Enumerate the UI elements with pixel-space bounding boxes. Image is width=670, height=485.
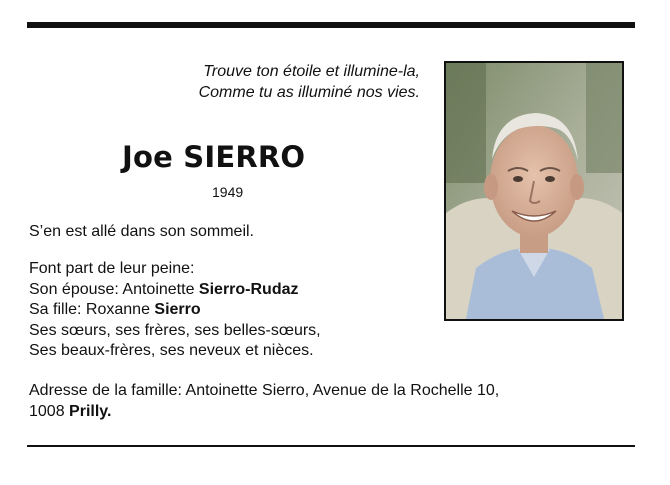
quote-line-1: Trouve ton étoile et illumine-la, <box>203 63 420 80</box>
deceased-name: Joe SIERRO <box>122 140 306 174</box>
spouse-prefix: Son épouse: Antoinette <box>29 280 199 298</box>
inlaws-line: Ses beaux-frères, ses neveux et nièces. <box>29 342 314 359</box>
mourners-intro: Font part de leur peine: <box>29 260 195 277</box>
family-address <box>29 381 589 422</box>
spouse-surname: Sierro-Rudaz <box>198 280 299 298</box>
address-city: Prilly. <box>69 402 112 420</box>
bottom-rule <box>27 445 635 447</box>
address-line-2 <box>29 402 589 423</box>
daughter-prefix: Sa fille: Roxanne <box>29 301 155 318</box>
birth-year: 1949 <box>212 184 244 200</box>
epitaph-quote <box>140 61 420 103</box>
quote-line-2: Comme tu as illuminé nos vies. <box>198 84 420 101</box>
daughter-surname: Sierro <box>154 301 201 318</box>
portrait-illustration <box>446 63 622 319</box>
address-zip: 1008 <box>29 402 70 420</box>
siblings-line: Ses sœurs, ses frères, ses belles-sœurs, <box>29 321 321 339</box>
top-rule <box>27 22 635 28</box>
passing-text: S’en est allé dans son sommeil. <box>29 223 254 240</box>
address-line-1: Adresse de la famille: Antoinette Sierro, Avenue de la Rochelle 10, <box>29 382 500 399</box>
portrait-photo <box>444 61 624 321</box>
